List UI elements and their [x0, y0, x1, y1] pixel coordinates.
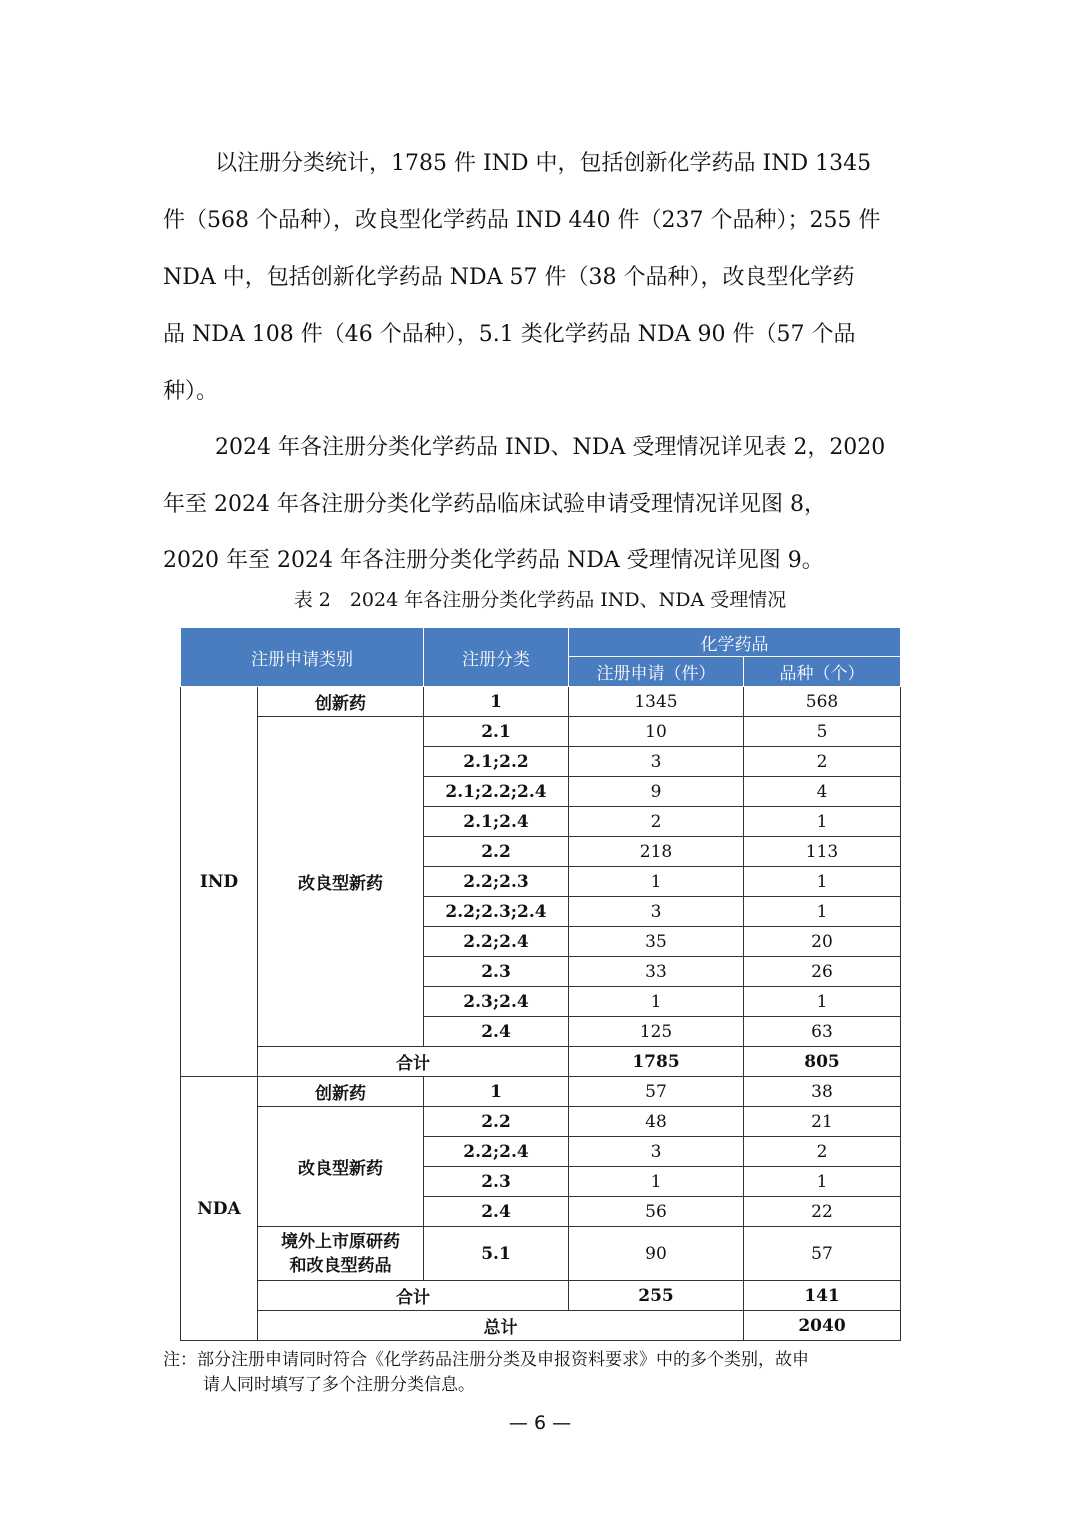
apps-cell: 1 — [569, 1167, 744, 1197]
class-cell: 2.2;2.3;2.4 — [424, 897, 569, 927]
class-cell: 2.4 — [424, 1017, 569, 1047]
total-apps: 2040 — [744, 1311, 901, 1341]
ind-innov-label: 创新药 — [258, 687, 424, 717]
vars-cell: 63 — [744, 1017, 901, 1047]
apps-cell: 90 — [569, 1227, 744, 1281]
header-apps: 注册申请（件） — [569, 657, 744, 687]
nda-overseas-label — [258, 1227, 424, 1281]
class-cell: 2.3 — [424, 957, 569, 987]
class-cell: 2.3 — [424, 1167, 569, 1197]
vars-cell: 1 — [744, 867, 901, 897]
subtotal-label: 合计 — [258, 1281, 569, 1311]
nda-subtotal-row — [181, 1281, 901, 1311]
apps-cell: 56 — [569, 1197, 744, 1227]
header-reg-class: 注册分类 — [424, 628, 569, 687]
apps-cell: 10 — [569, 717, 744, 747]
class-cell: 2.2 — [424, 837, 569, 867]
vars-cell: 4 — [744, 777, 901, 807]
acceptance-table — [180, 627, 901, 1341]
class-cell: 2.2;2.4 — [424, 927, 569, 957]
paragraph-line: 件（568 个品种），改良型化学药品 IND 440 件（237 个品种）；255 件 — [163, 208, 881, 233]
class-cell: 2.1;2.2 — [424, 747, 569, 777]
apps-cell: 3 — [569, 897, 744, 927]
class-cell: 5.1 — [424, 1227, 569, 1281]
overseas-label-line: 境外上市原研药 — [281, 1231, 400, 1252]
header-reg-type: 注册申请类别 — [181, 628, 424, 687]
class-cell: 2.1;2.2;2.4 — [424, 777, 569, 807]
apps-cell: 57 — [569, 1077, 744, 1107]
class-cell: 1 — [424, 1077, 569, 1107]
vars-cell: 1 — [744, 897, 901, 927]
subtotal-vars: 141 — [744, 1281, 901, 1311]
note-line-1: 注：部分注册申请同时符合《化学药品注册分类及申报资料要求》中的多个类别，故申 — [163, 1350, 809, 1370]
nda-improved-label: 改良型新药 — [258, 1107, 424, 1227]
vars-cell: 1 — [744, 987, 901, 1017]
table-row — [181, 717, 901, 747]
table-note — [163, 1348, 923, 1398]
table-row — [181, 687, 901, 717]
apps-cell: 33 — [569, 957, 744, 987]
apps-cell: 1 — [569, 867, 744, 897]
vars-cell: 568 — [744, 687, 901, 717]
apps-cell: 3 — [569, 747, 744, 777]
class-cell: 2.2;2.3 — [424, 867, 569, 897]
vars-cell: 1 — [744, 1167, 901, 1197]
vars-cell: 22 — [744, 1197, 901, 1227]
apps-cell: 125 — [569, 1017, 744, 1047]
apps-cell: 2 — [569, 807, 744, 837]
nda-innov-label: 创新药 — [258, 1077, 424, 1107]
vars-cell: 2 — [744, 747, 901, 777]
page-number: — 6 — — [508, 1412, 572, 1434]
apps-cell: 48 — [569, 1107, 744, 1137]
subtotal-apps: 1785 — [569, 1047, 744, 1077]
vars-cell: 5 — [744, 717, 901, 747]
header-varieties: 品种（个） — [744, 657, 901, 687]
total-label: 总计 — [258, 1311, 744, 1341]
note-line-2: 请人同时填写了多个注册分类信息。 — [203, 1375, 475, 1395]
paragraph-line: 以注册分类统计，1785 件 IND 中，包括创新化学药品 IND 1345 — [215, 151, 872, 176]
vars-cell: 2 — [744, 1137, 901, 1167]
table-row — [181, 1077, 901, 1107]
overseas-label-line: 和改良型药品 — [289, 1255, 392, 1276]
ind-improved-label: 改良型新药 — [258, 717, 424, 1047]
vars-cell: 21 — [744, 1107, 901, 1137]
apps-cell: 1 — [569, 987, 744, 1017]
vars-cell: 113 — [744, 837, 901, 867]
vars-cell: 26 — [744, 957, 901, 987]
ind-label: IND — [181, 687, 258, 1077]
apps-cell: 1345 — [569, 687, 744, 717]
table-caption: 表 2 2024 年各注册分类化学药品 IND、NDA 受理情况 — [293, 589, 787, 611]
subtotal-vars: 805 — [744, 1047, 901, 1077]
total-row — [181, 1311, 901, 1341]
apps-cell: 218 — [569, 837, 744, 867]
class-cell: 2.2 — [424, 1107, 569, 1137]
paragraph-line: 年至 2024 年各注册分类化学药品临床试验申请受理情况详见图 8， — [163, 492, 826, 517]
vars-cell: 1 — [744, 807, 901, 837]
class-cell: 1 — [424, 687, 569, 717]
vars-cell: 57 — [744, 1227, 901, 1281]
class-cell: 2.4 — [424, 1197, 569, 1227]
paragraph-line: 品 NDA 108 件（46 个品种），5.1 类化学药品 NDA 90 件（57 个品 — [163, 322, 856, 347]
apps-cell: 9 — [569, 777, 744, 807]
subtotal-apps: 255 — [569, 1281, 744, 1311]
vars-cell: 20 — [744, 927, 901, 957]
class-cell: 2.1;2.4 — [424, 807, 569, 837]
nda-label: NDA — [181, 1077, 258, 1341]
apps-cell: 35 — [569, 927, 744, 957]
paragraph-line: 2020 年至 2024 年各注册分类化学药品 NDA 受理情况详见图 9。 — [163, 548, 824, 573]
table-row — [181, 1227, 901, 1281]
subtotal-label: 合计 — [258, 1047, 569, 1077]
paragraph-line: 2024 年各注册分类化学药品 IND、NDA 受理情况详见表 2，2020 — [215, 435, 886, 460]
ind-subtotal-row — [181, 1047, 901, 1077]
vars-cell: 38 — [744, 1077, 901, 1107]
class-cell: 2.2;2.4 — [424, 1137, 569, 1167]
class-cell: 2.1 — [424, 717, 569, 747]
apps-cell: 3 — [569, 1137, 744, 1167]
header-chem: 化学药品 — [569, 628, 901, 657]
class-cell: 2.3;2.4 — [424, 987, 569, 1017]
table-row — [181, 1107, 901, 1137]
paragraph-line: 种）。 — [163, 379, 219, 404]
paragraph-line: NDA 中，包括创新化学药品 NDA 57 件（38 个品种），改良型化学药 — [163, 265, 855, 290]
